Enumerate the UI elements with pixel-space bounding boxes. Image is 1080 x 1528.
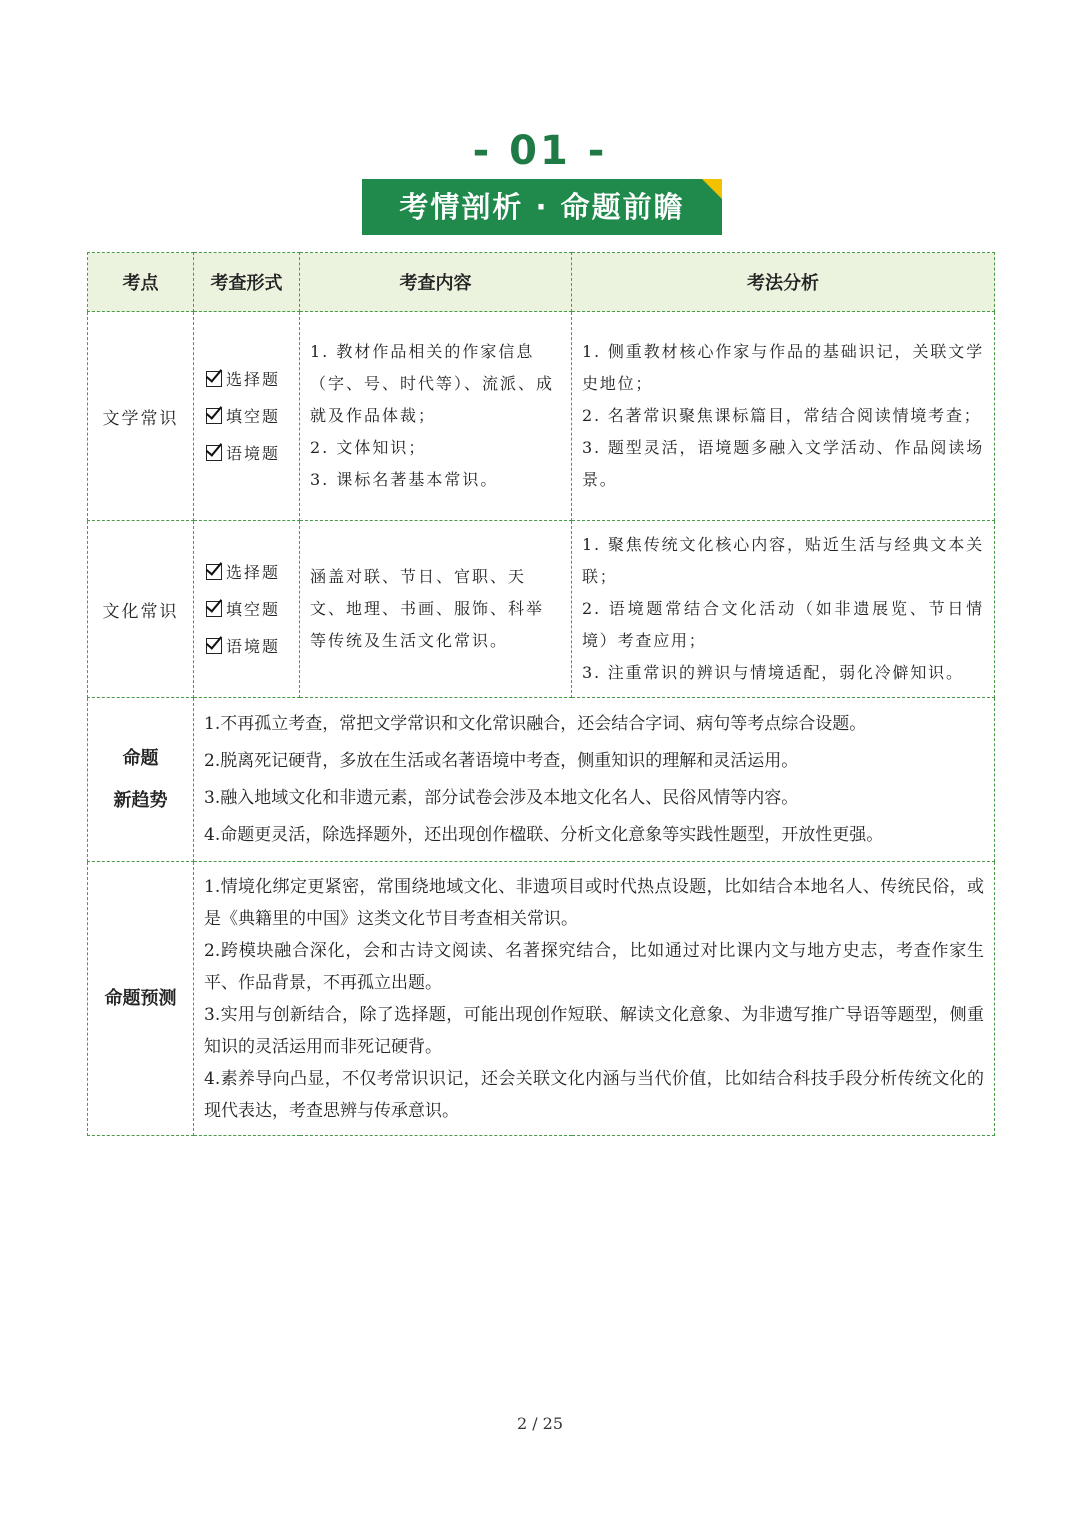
form-item: 语境题	[206, 628, 299, 665]
header-cell: 考查形式	[194, 253, 300, 312]
prediction-item: 1.情境化绑定更紧密，常围绕地域文化、非遗项目或时代热点设题，比如结合本地名人、传统民俗，或是《典籍里的中国》这类文化节目考查相关常识。	[204, 876, 984, 929]
analysis-item: 3. 题型灵活，语境题多融入文学活动、作品阅读场景。	[582, 438, 984, 489]
form-list	[194, 521, 300, 698]
row-label: 文化常识	[88, 521, 194, 698]
form-item: 选择题	[206, 554, 299, 591]
prediction-item: 3.实用与创新结合，除了选择题，可能出现创作短联、解读文化意象、为非遗写推广导语等题型，侧重知识的灵活运用而非死记硬背。	[204, 1004, 984, 1057]
content-item: 1. 教材作品相关的作家信息（字、号、时代等）、流派、成就及作品体裁；	[310, 342, 555, 425]
form-item: 选择题	[206, 361, 299, 398]
analysis-item: 3. 注重常识的辨识与情境适配，弱化冷僻知识。	[582, 663, 964, 682]
section-number: - 01 -	[472, 128, 608, 174]
analysis-item: 1. 聚焦传统文化核心内容，贴近生活与经典文本关联；	[582, 535, 984, 586]
checkbox-checked-icon	[206, 601, 222, 617]
checkbox-checked-icon	[206, 564, 222, 580]
prediction-content	[194, 862, 995, 1136]
form-item: 语境题	[206, 435, 299, 472]
prediction-label: 命题预测	[88, 862, 194, 1136]
page-number: 2 / 25	[516, 1414, 564, 1433]
form-item: 填空题	[206, 398, 299, 435]
trend-item: 2.脱离死记硬背，多放在生活或名著语境中考查，侧重知识的理解和灵活运用。	[204, 750, 799, 771]
table-header-row	[88, 253, 995, 312]
checkbox-checked-icon	[206, 638, 222, 654]
prediction-row	[88, 862, 995, 1136]
header-cell: 考点	[88, 253, 194, 312]
exam-analysis-table	[87, 252, 995, 1136]
content-item: 涵盖对联、节日、官职、天文、地理、书画、服饰、科举等传统及生活文化常识。	[310, 567, 545, 650]
content-item: 3. 课标名著基本常识。	[310, 470, 499, 489]
trend-item: 1.不再孤立考查，常把文学常识和文化常识融合，还会结合字词、病句等考点综合设题。	[204, 713, 867, 734]
checkbox-checked-icon	[206, 408, 222, 424]
section-banner	[362, 179, 722, 235]
trend-label: 命题 新趋势	[88, 698, 194, 862]
prediction-item: 4.素养导向凸显，不仅考常识识记，还会关联文化内涵与当代价值，比如结合科技手段分析传统文化的现代表达，考查思辨与传承意识。	[204, 1068, 984, 1121]
checkbox-checked-icon	[206, 445, 222, 461]
header-cell: 考查内容	[300, 253, 572, 312]
trend-item: 3.融入地域文化和非遗元素，部分试卷会涉及本地文化名人、民俗风情等内容。	[204, 787, 799, 808]
trend-content	[194, 698, 995, 862]
header-cell: 考法分析	[572, 253, 995, 312]
checkbox-checked-icon	[206, 371, 222, 387]
banner-title: 考情剖析 · 命题前瞻	[399, 190, 685, 224]
analysis-item: 2. 语境题常结合文化活动（如非遗展览、节日情境）考查应用；	[582, 599, 984, 650]
content-cell	[300, 312, 572, 521]
trend-item: 4.命题更灵活，除选择题外，还出现创作楹联、分析文化意象等实践性题型，开放性更强。	[204, 824, 884, 845]
content-cell	[300, 521, 572, 698]
analysis-cell	[572, 521, 995, 698]
analysis-item: 2. 名著常识聚焦课标篇目，常结合阅读情境考查；	[582, 406, 982, 425]
form-item: 填空题	[206, 591, 299, 628]
content-item: 2. 文体知识；	[310, 438, 427, 457]
analysis-cell	[572, 312, 995, 521]
table-row	[88, 521, 995, 698]
table-row	[88, 312, 995, 521]
banner-corner-decoration	[702, 179, 722, 199]
analysis-item: 1. 侧重教材核心作家与作品的基础识记，关联文学史地位；	[582, 342, 984, 393]
trend-row	[88, 698, 995, 862]
row-label: 文学常识	[88, 312, 194, 521]
form-list	[194, 312, 300, 521]
prediction-item: 2.跨模块融合深化，会和古诗文阅读、名著探究结合，比如通过对比课内文与地方史志，考查作家生平、作品背景，不再孤立出题。	[204, 940, 984, 993]
